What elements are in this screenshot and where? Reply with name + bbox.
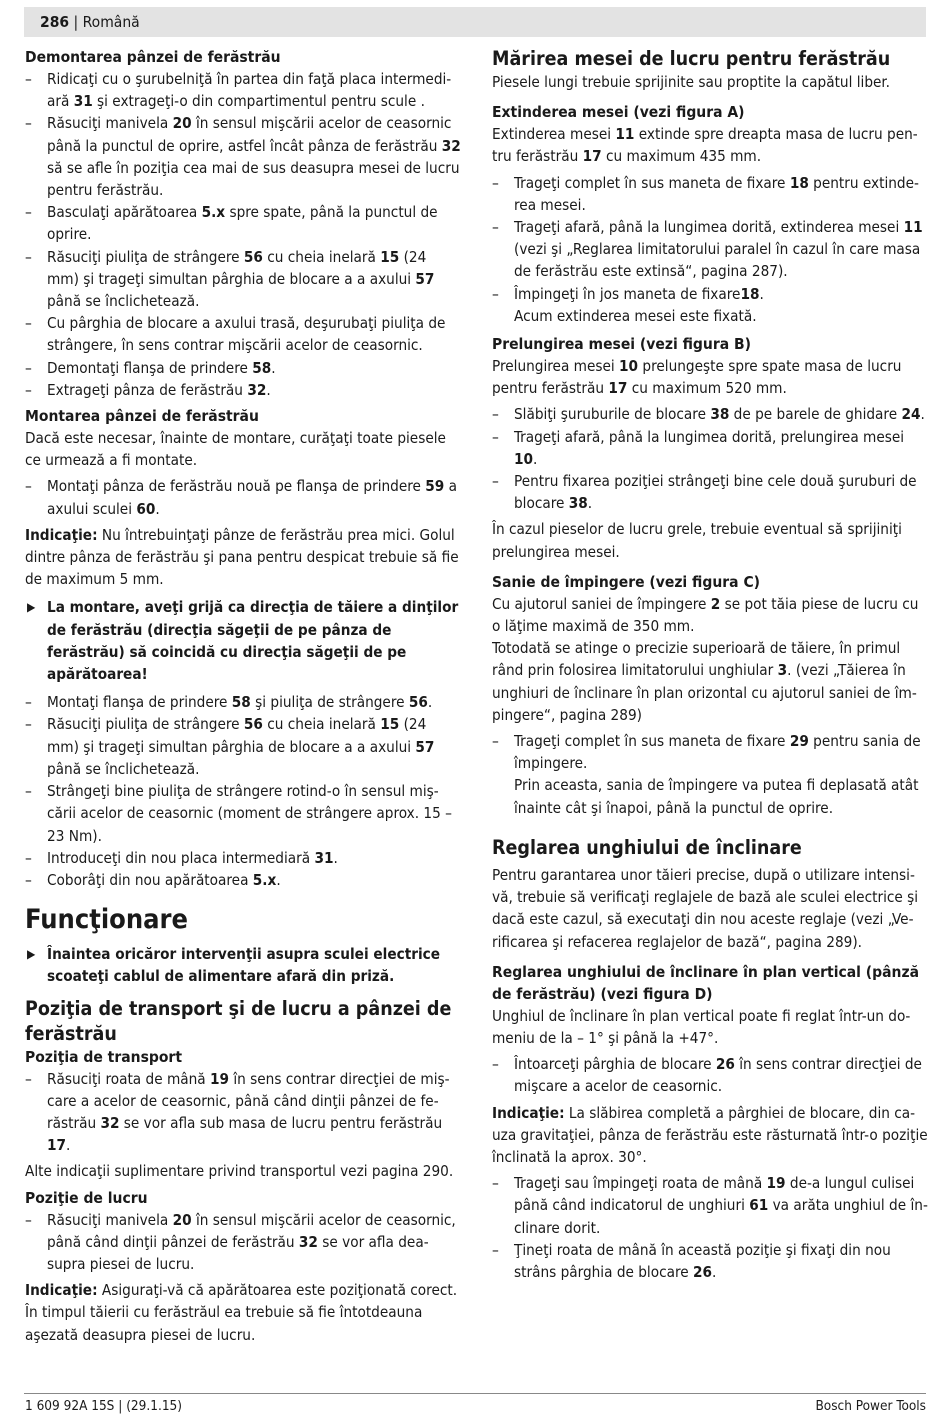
warning-note xyxy=(25,596,461,685)
text-run: se vor afla deasupra piesei de lucru. xyxy=(47,1232,429,1273)
dash-bullet: – xyxy=(25,114,32,133)
reference-number: 15 xyxy=(380,247,400,266)
text-run: (24 mm) şi trageţi simultan pârghia de blocare a a axului xyxy=(47,715,427,756)
reference-number: 31 xyxy=(73,92,93,111)
dash-bullet: – xyxy=(25,1069,32,1088)
paragraph xyxy=(492,355,928,399)
text-run: şi piuliţa de strângere xyxy=(250,693,409,712)
list-item xyxy=(25,780,461,847)
dash-bullet: – xyxy=(492,405,499,424)
dash-bullet: – xyxy=(25,358,32,377)
list-item xyxy=(492,283,928,327)
text-run: Trageţi afară, până la lungimea dorită, extinderea mesei xyxy=(514,218,904,237)
text-run: Montaţi pânza de ferăstrău nouă pe flanşa de prindere xyxy=(47,477,426,496)
section-heading: Sanie de împingere (vezi figura C) xyxy=(492,572,761,591)
text-run: Ţineţi roata de mână în această poziţie şi fixaţi din nou strâns pârghia de blocare xyxy=(514,1240,891,1281)
text-run: . xyxy=(66,1136,71,1155)
reference-number: 60 xyxy=(136,499,156,518)
paragraph: Alte indicaţii suplimentare privind transportul vezi pagina 290. xyxy=(25,1162,454,1181)
reference-number: 32 xyxy=(247,380,267,399)
list-item xyxy=(25,691,461,713)
reference-number: 59 xyxy=(425,477,445,496)
note-label: Indicaţie: xyxy=(492,1103,565,1122)
paragraph xyxy=(492,123,928,167)
list-item xyxy=(25,201,461,245)
text-run: Pentru fixarea poziţiei strângeţi bine cele două şuruburi de blocare xyxy=(514,472,917,513)
list-item xyxy=(492,1053,928,1097)
list-item xyxy=(25,713,461,780)
text-run: Răsuciţi piuliţa de strângere xyxy=(47,247,244,266)
montare-list xyxy=(25,691,461,891)
dash-bullet: – xyxy=(492,732,499,751)
note-label: Indicaţie: xyxy=(25,1281,98,1300)
text-run: cu cheia inelară xyxy=(262,247,381,266)
reference-number: 24 xyxy=(901,405,921,424)
warning-triangle-icon: ▶ xyxy=(27,600,36,615)
text-run: pentru extinderea mesei. xyxy=(514,173,919,214)
dash-bullet: – xyxy=(25,203,32,222)
dash-bullet: – xyxy=(25,380,32,399)
sanie-item xyxy=(492,730,928,774)
reference-number: 26 xyxy=(715,1055,735,1074)
note-text: Asiguraţi-vă că apărătoarea este poziţionată corect. În timpul tăierii cu ferăstrăul ea trebuie să fie întotdeauna aşezată deasupra piesei de lucru. xyxy=(25,1281,458,1344)
text-run: Coborâţi din nou apărătoarea xyxy=(47,870,253,889)
reference-number: 19 xyxy=(210,1069,230,1088)
prelungirea-list xyxy=(492,403,928,514)
text-run: Demontaţi flanşa de prindere xyxy=(47,358,253,377)
reference-number: 57 xyxy=(415,269,435,288)
text-run: cu maximum 435 mm. xyxy=(601,147,762,166)
note-label: Indicaţie: xyxy=(25,525,98,544)
text-run: . xyxy=(920,405,925,424)
reference-number: 56 xyxy=(243,715,263,734)
vertical-item xyxy=(492,1053,928,1097)
text-run: (24 mm) şi trageţi simultan pârghia de blocare a a axului xyxy=(47,247,427,288)
text-run: în sensul mişcării acelor de ceasornic, până când dinţii pânzei de ferăstrău xyxy=(47,1210,456,1251)
list-item xyxy=(492,730,928,774)
dash-bullet: – xyxy=(492,472,499,491)
reference-number: 18 xyxy=(789,173,809,192)
dash-bullet: – xyxy=(25,715,32,734)
text-run: pentru sania de împingere. xyxy=(514,732,921,773)
reference-number: 3 xyxy=(777,661,788,680)
reference-number: 20 xyxy=(172,1210,192,1229)
list-item xyxy=(25,869,461,891)
reference-number: 11 xyxy=(615,125,635,144)
list-item xyxy=(25,847,461,869)
reference-number: 57 xyxy=(415,737,435,756)
list-item xyxy=(25,68,461,112)
section-heading: Reglarea unghiului de înclinare în plan vertical (pânză de ferăstrău) (vezi figura D) xyxy=(492,962,920,1003)
reference-number: 17 xyxy=(582,147,602,166)
note-text: Nu întrebuinţaţi pânze de ferăstrău prea mici. Golul dintre pânza de ferăstrău şi pana pentru despicat trebuie să fie de maximum 5 mm. xyxy=(25,525,459,589)
paragraph xyxy=(492,637,928,726)
text-run: până se înclichetează. xyxy=(47,759,200,778)
list-item xyxy=(25,112,461,201)
dash-bullet: – xyxy=(25,70,32,88)
text-run: Basculaţi apărătoarea xyxy=(47,203,202,222)
text-run: . xyxy=(333,848,338,867)
dash-bullet: – xyxy=(25,477,32,496)
section-heading: Montarea pânzei de ferăstrău xyxy=(25,407,259,426)
reference-number: 32 xyxy=(298,1232,318,1251)
reference-number: 31 xyxy=(314,848,334,867)
section-heading: Extinderea mesei (vezi figura A) xyxy=(492,103,745,122)
text-run: Ridicaţi cu o şurubelniţă în partea din faţă placa intermediară xyxy=(47,70,452,111)
footer-divider xyxy=(24,1393,926,1394)
dash-bullet: – xyxy=(492,1174,499,1193)
text-run: în sens contrar direcţiei de mişcare a acelor de ceasornic. xyxy=(514,1055,922,1096)
chapter-title: Funcţionare xyxy=(25,904,189,936)
text-run: Slăbiţi şuruburile de blocare xyxy=(514,405,711,424)
text-run: Trageţi afară, până la lungimea dorită, prelungirea mesei xyxy=(514,427,905,446)
dash-bullet: – xyxy=(25,693,32,712)
text-run: Trageţi complet în sus maneta de fixare xyxy=(514,732,790,751)
reference-number: 38 xyxy=(568,494,588,513)
prelungirea-intro xyxy=(492,355,928,399)
text-run: . xyxy=(155,499,160,518)
text-run: prelungeşte spre spate masa de lucru pentru ferăstrău xyxy=(492,357,902,398)
paragraph: Unghiul de înclinare în plan vertical poate fi reglat într-un domeniu de la – 1° şi până la +47°. xyxy=(492,1006,911,1047)
reference-number: 29 xyxy=(789,732,809,751)
text-run: Împingeţi în jos maneta de fixare xyxy=(514,284,741,303)
dash-bullet: – xyxy=(25,782,32,801)
list-item xyxy=(25,1068,461,1157)
text-run: . xyxy=(587,494,593,513)
list-item xyxy=(492,470,928,514)
text-run: Răsuciţi piuliţa de strângere xyxy=(47,715,244,734)
dash-bullet: – xyxy=(492,173,499,192)
extinderea-intro xyxy=(492,123,928,167)
reference-number: 5.x xyxy=(252,870,277,889)
reference-number: 38 xyxy=(710,405,730,424)
section-title: Poziţia de transport şi de lucru a pânzei de ferăstrău xyxy=(25,996,452,1045)
dash-bullet: – xyxy=(25,314,32,333)
reference-number: 17 xyxy=(47,1136,67,1155)
section-title: Reglarea unghiului de înclinare xyxy=(492,835,802,859)
list-item xyxy=(492,216,928,283)
demontare-list xyxy=(25,68,461,401)
text-run: Cu pârghia de blocare a axului trasă, deşurubaţi piuliţa de strângere, în sens contrar mişcării acelor de ceasornic. xyxy=(47,314,446,355)
text-run: (vezi şi „Reglarea limitatorului paralel în cazul în care masa de ferăstrău este extinsă“, pagina 287). xyxy=(514,240,921,281)
paragraph: Dacă este necesar, înainte de montare, curăţaţi toate piesele ce urmează a fi montate. xyxy=(25,429,446,470)
dash-bullet: – xyxy=(25,848,32,867)
list-item xyxy=(492,403,928,425)
text-run: . (vezi „Tăierea în unghiuri de înclinare în plan orizontal cu ajutorul saniei de împingere“, pagina 289) xyxy=(492,661,917,724)
list-item xyxy=(492,1172,928,1239)
warning-text: La montare, aveţi grijă ca direcţia de tăiere a dinţilor de ferăstrău (direcţia săgeţii de pe pânza de ferăstrău) să coincidă cu direcţia săgeţii de pe apărătoarea! xyxy=(47,598,459,684)
text-run: în sens contrar direcţiei de mişcare a acelor de ceasornic, până când dinţii pânzei de ferăstrău xyxy=(47,1069,450,1132)
text-run: Introduceţi din nou placa intermediară xyxy=(47,848,315,867)
page-number: 286 xyxy=(40,13,70,31)
reference-number: 20 xyxy=(172,114,192,133)
list-item-continuation: Prin aceasta, sania de împingere va putea fi deplasată atât înainte cât şi înapoi, până la punctul de oprire. xyxy=(514,776,919,817)
dash-bullet: – xyxy=(492,218,499,237)
text-run: Cu ajutorul saniei de împingere xyxy=(492,594,711,613)
section-heading: Prelungirea mesei (vezi figura B) xyxy=(492,335,751,354)
list-item xyxy=(25,379,461,401)
reference-number: 58 xyxy=(252,358,272,377)
text-run: a axului sculei xyxy=(47,477,458,518)
list-item xyxy=(492,172,928,216)
right-column xyxy=(492,46,928,1283)
text-run: Trageţi sau împingeţi roata de mână xyxy=(514,1174,767,1193)
text-run: . xyxy=(427,693,433,712)
footer-code: 1 609 92A 15S | (29.1.15) xyxy=(25,1398,183,1414)
text-run: şi extrageţi-o din compartimentul pentru scule . xyxy=(92,92,425,111)
reference-number: 10 xyxy=(514,449,534,468)
list-item xyxy=(25,475,461,519)
lucru-item xyxy=(25,1209,461,1276)
footer-brand: Bosch Power Tools xyxy=(815,1398,926,1414)
text-run: . xyxy=(276,870,281,889)
text-run: până se înclichetează. xyxy=(47,292,200,311)
text-run: . xyxy=(712,1262,717,1281)
vertical-list xyxy=(492,1172,928,1283)
section-title: Mărirea mesei de lucru pentru ferăstrău xyxy=(492,47,891,70)
text-run: în sensul mişcării acelor de ceasornic până la punctul de oprire, astfel încât pânza de ferăstrău xyxy=(47,114,452,155)
reference-number: 17 xyxy=(608,379,628,398)
transport-item xyxy=(25,1068,461,1157)
text-run: extinde spre dreapta masa de lucru pentru ferăstrău xyxy=(492,125,918,166)
reference-number: 56 xyxy=(408,693,428,712)
reference-number: 61 xyxy=(749,1196,769,1215)
list-item xyxy=(25,1209,461,1276)
text-run: Răsuciţi roata de mână xyxy=(47,1069,210,1088)
text-run: cu maximum 520 mm. xyxy=(627,379,787,398)
text-run: Răsuciţi manivela xyxy=(47,1210,173,1229)
text-run: . xyxy=(266,380,271,399)
reference-number: 11 xyxy=(903,218,923,237)
text-run: cu cheia inelară xyxy=(262,715,381,734)
note-paragraph xyxy=(492,1102,928,1169)
reference-number: 56 xyxy=(243,247,263,266)
list-item xyxy=(25,357,461,379)
reference-number: 19 xyxy=(766,1174,786,1193)
paragraph xyxy=(492,593,928,637)
text-run: se pot tăia piese de lucru cu o lăţime maximă de 350 mm. xyxy=(492,594,919,636)
text-run: Trageţi complet în sus maneta de fixare xyxy=(514,173,790,192)
note-paragraph xyxy=(25,524,461,591)
section-heading: Poziţie de lucru xyxy=(25,1188,148,1207)
list-item xyxy=(492,426,928,470)
note-text: La slăbirea completă a pârghiei de blocare, din cauza gravitaţiei, pânza de ferăstrău este răsturnată într-o poziţie înclinată la aprox. 30°. xyxy=(492,1103,928,1166)
text-run: Întoarceţi pârghia de blocare xyxy=(514,1055,716,1074)
list-item xyxy=(25,246,461,313)
extinderea-list xyxy=(492,172,928,327)
text-run: de pe barele de ghidare xyxy=(729,405,902,424)
reference-number: 58 xyxy=(231,693,251,712)
section-heading: Demontarea pânzei de ferăstrău xyxy=(25,48,281,66)
list-item xyxy=(25,312,461,356)
reference-number: 32 xyxy=(441,136,461,155)
text-run: Extinderea mesei xyxy=(492,125,616,144)
reference-number: 10 xyxy=(619,357,639,376)
header-text: 286 | Română xyxy=(40,13,140,31)
paragraph: În cazul pieselor de lucru grele, trebuie eventual să sprijiniţi prelungirea mesei. xyxy=(492,520,902,561)
text-run: se vor afla sub masa de lucru pentru ferăstrău xyxy=(119,1113,443,1132)
reference-number: 2 xyxy=(710,594,721,613)
text-run: . xyxy=(759,284,764,303)
paragraph: Pentru garantarea unor tăieri precise, după o utilizare intensivă, trebuie să verificaţi reglajele de bază ale sculei electrice şi dacă este cazul, să executaţi din nou aceste reglaje (vezi „Verificarea şi refacerea reglajelor de bază“, pagina 289). xyxy=(492,865,919,951)
text-run: să se afle în poziţia cea mai de sus deasupra mesei de lucru pentru ferăstrău. xyxy=(47,158,460,200)
reference-number: 15 xyxy=(380,715,400,734)
reference-number: 26 xyxy=(693,1262,713,1281)
reference-number: 5.x xyxy=(201,203,226,222)
page-header xyxy=(24,7,926,37)
warning-note xyxy=(25,943,461,987)
section-heading: Poziţia de transport xyxy=(25,1047,182,1066)
text-run: . xyxy=(533,449,538,468)
text-run: Montaţi flanşa de prindere xyxy=(47,693,232,712)
left-column xyxy=(25,46,461,1346)
dash-bullet: – xyxy=(492,284,499,303)
text-run: spre spate, până la punctul de oprire. xyxy=(47,203,438,244)
text-run: Acum extinderea mesei este fixată. xyxy=(514,306,757,325)
text-run: Totodată se atinge o precizie superioară de tăiere, în primul rând prin folosirea limitatorului unghiular xyxy=(492,639,901,680)
dash-bullet: – xyxy=(492,1240,499,1259)
text-run: Prelungirea mesei xyxy=(492,357,620,376)
text-run: Extrageţi pânza de ferăstrău xyxy=(47,380,248,399)
montare-item xyxy=(25,475,461,519)
dash-bullet: – xyxy=(25,247,32,266)
sanie-paragraph xyxy=(492,593,928,637)
dash-bullet: – xyxy=(492,1055,499,1074)
text-run: . xyxy=(271,358,276,377)
list-item xyxy=(492,1239,928,1283)
sanie-paragraph xyxy=(492,637,928,726)
warning-triangle-icon: ▶ xyxy=(27,947,36,962)
page-language: Română xyxy=(82,13,140,31)
reference-number: 32 xyxy=(100,1113,120,1132)
warning-text: Înaintea oricăror intervenţii asupra sculei electrice scoateţi cablul de alimentare afară din priză. xyxy=(47,945,441,986)
note-paragraph xyxy=(25,1279,461,1346)
paragraph: Piesele lungi trebuie sprijinite sau proptite la capătul liber. xyxy=(492,73,890,91)
dash-bullet: – xyxy=(25,1210,32,1229)
text-run: de-a lungul culisei până când indicatorul de unghiuri xyxy=(514,1174,915,1215)
dash-bullet: – xyxy=(25,870,32,889)
reference-number: 18 xyxy=(740,284,760,303)
text-run: va arăta unghiul de înclinare dorit. xyxy=(514,1196,928,1237)
text-run: Răsuciţi manivela xyxy=(47,114,173,133)
dash-bullet: – xyxy=(492,427,499,446)
text-run: Strângeţi bine piuliţa de strângere rotind-o în sensul mişcării acelor de ceasornic (moment de strângere aprox. 15 – 23 Nm). xyxy=(47,782,452,845)
